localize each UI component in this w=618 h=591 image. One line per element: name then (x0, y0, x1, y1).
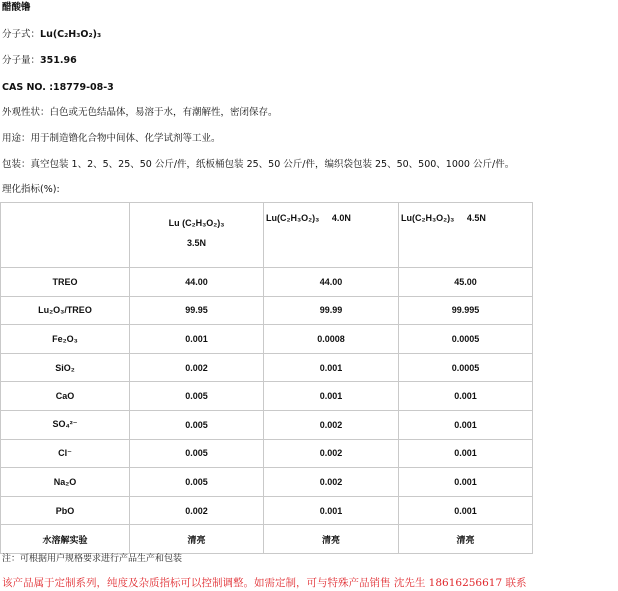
table-row (1, 382, 533, 411)
table-row (1, 353, 533, 382)
table-row (1, 325, 533, 354)
mw-value: 351.96 (40, 55, 77, 66)
row-item: Fe₂O₃ (1, 325, 130, 354)
header-grade-3-5n (130, 203, 264, 268)
table-row (1, 439, 533, 468)
header-grade: 4.5N (466, 213, 486, 223)
cell-value: 0.001 (399, 468, 533, 497)
cell-value: 0.0008 (264, 325, 399, 354)
table-row (1, 468, 533, 497)
header-empty-cell (1, 203, 130, 268)
cell-value: 清亮 (399, 525, 533, 554)
cell-value: 0.001 (399, 496, 533, 525)
cell-value: 44.00 (264, 268, 399, 297)
header-formula: Lu(C₂H₃O₂)₃ (401, 213, 455, 223)
formula-value: Lu(C₂H₃O₂)₃ (40, 29, 102, 40)
row-item: CaO (1, 382, 130, 411)
cell-value: 0.0005 (399, 325, 533, 354)
header-grade: 3.5N (186, 238, 206, 248)
cell-value: 44.00 (130, 268, 264, 297)
cell-value: 0.0005 (399, 353, 533, 382)
header-grade: 4.0N (331, 213, 351, 223)
cell-value: 0.002 (264, 468, 399, 497)
molecular-weight-line (2, 55, 77, 67)
table-row (1, 296, 533, 325)
cas-prefix: CAS NO. : (2, 82, 54, 93)
table-row (1, 525, 533, 554)
header-grade-4-5n (399, 203, 533, 268)
spec-title: 理化指标(%): (2, 184, 60, 195)
cell-value: 99.99 (264, 296, 399, 325)
cell-value: 0.002 (264, 410, 399, 439)
formula-prefix: 分子式： (2, 29, 41, 40)
cas-value: 18779-08-3 (53, 82, 114, 93)
product-name: 醋酸镥 (2, 2, 31, 13)
appearance-line: 外观性状：白色或无色结晶体，易溶于水，有潮解性，密闭保存。 (2, 107, 278, 118)
row-item: TREO (1, 268, 130, 297)
cell-value: 0.001 (130, 325, 264, 354)
cell-value: 99.995 (399, 296, 533, 325)
header-formula: Lu(C₂H₃O₂)₃ (266, 213, 320, 223)
mw-prefix: 分子量： (2, 55, 41, 66)
cell-value: 0.005 (130, 439, 264, 468)
cell-value: 0.001 (399, 382, 533, 411)
cell-value: 0.001 (399, 410, 533, 439)
row-item: Na₂O (1, 468, 130, 497)
cell-value: 0.005 (130, 468, 264, 497)
header-grade-4-0n (264, 203, 399, 268)
table-row (1, 496, 533, 525)
packing-line: 包装：真空包装 1、2、5、25、50 公斤/件，纸板桶包装 25、50 公斤/件，编织袋包装 25、50、500、1000 公斤/件。 (2, 159, 515, 170)
contact-promo: 该产品属于定制系列，纯度及杂质指标可以控制调整。如需定制，可与特殊产品销售 沈先生 18616256617 联系 (2, 577, 527, 589)
cell-value: 0.005 (130, 410, 264, 439)
table-row (1, 268, 533, 297)
cell-value: 0.001 (264, 496, 399, 525)
cas-line (2, 82, 114, 94)
cell-value: 清亮 (130, 525, 264, 554)
cell-value: 0.002 (264, 439, 399, 468)
spec-table (0, 202, 533, 554)
row-item: SO₄²⁻ (1, 410, 130, 439)
cell-value: 清亮 (264, 525, 399, 554)
row-item: Cl⁻ (1, 439, 130, 468)
cell-value: 0.002 (130, 496, 264, 525)
cell-value: 0.001 (399, 439, 533, 468)
header-formula: Lu (C₂H₃O₂)₃ (168, 218, 225, 228)
row-item: Lu₂O₃/TREO (1, 296, 130, 325)
cell-value: 0.002 (130, 353, 264, 382)
cell-value: 99.95 (130, 296, 264, 325)
table-row (1, 410, 533, 439)
formula-line (2, 29, 101, 41)
cell-value: 45.00 (399, 268, 533, 297)
row-item: SiO₂ (1, 353, 130, 382)
row-item: PbO (1, 496, 130, 525)
spec-table-header (1, 203, 533, 268)
usage-line: 用途：用于制造镥化合物中间体、化学试剂等工业。 (2, 133, 221, 144)
customization-note: 注：可根据用户规格要求进行产品生产和包装 (2, 554, 183, 564)
cell-value: 0.005 (130, 382, 264, 411)
cell-value: 0.001 (264, 353, 399, 382)
row-item: 水溶解实验 (1, 525, 130, 554)
cell-value: 0.001 (264, 382, 399, 411)
